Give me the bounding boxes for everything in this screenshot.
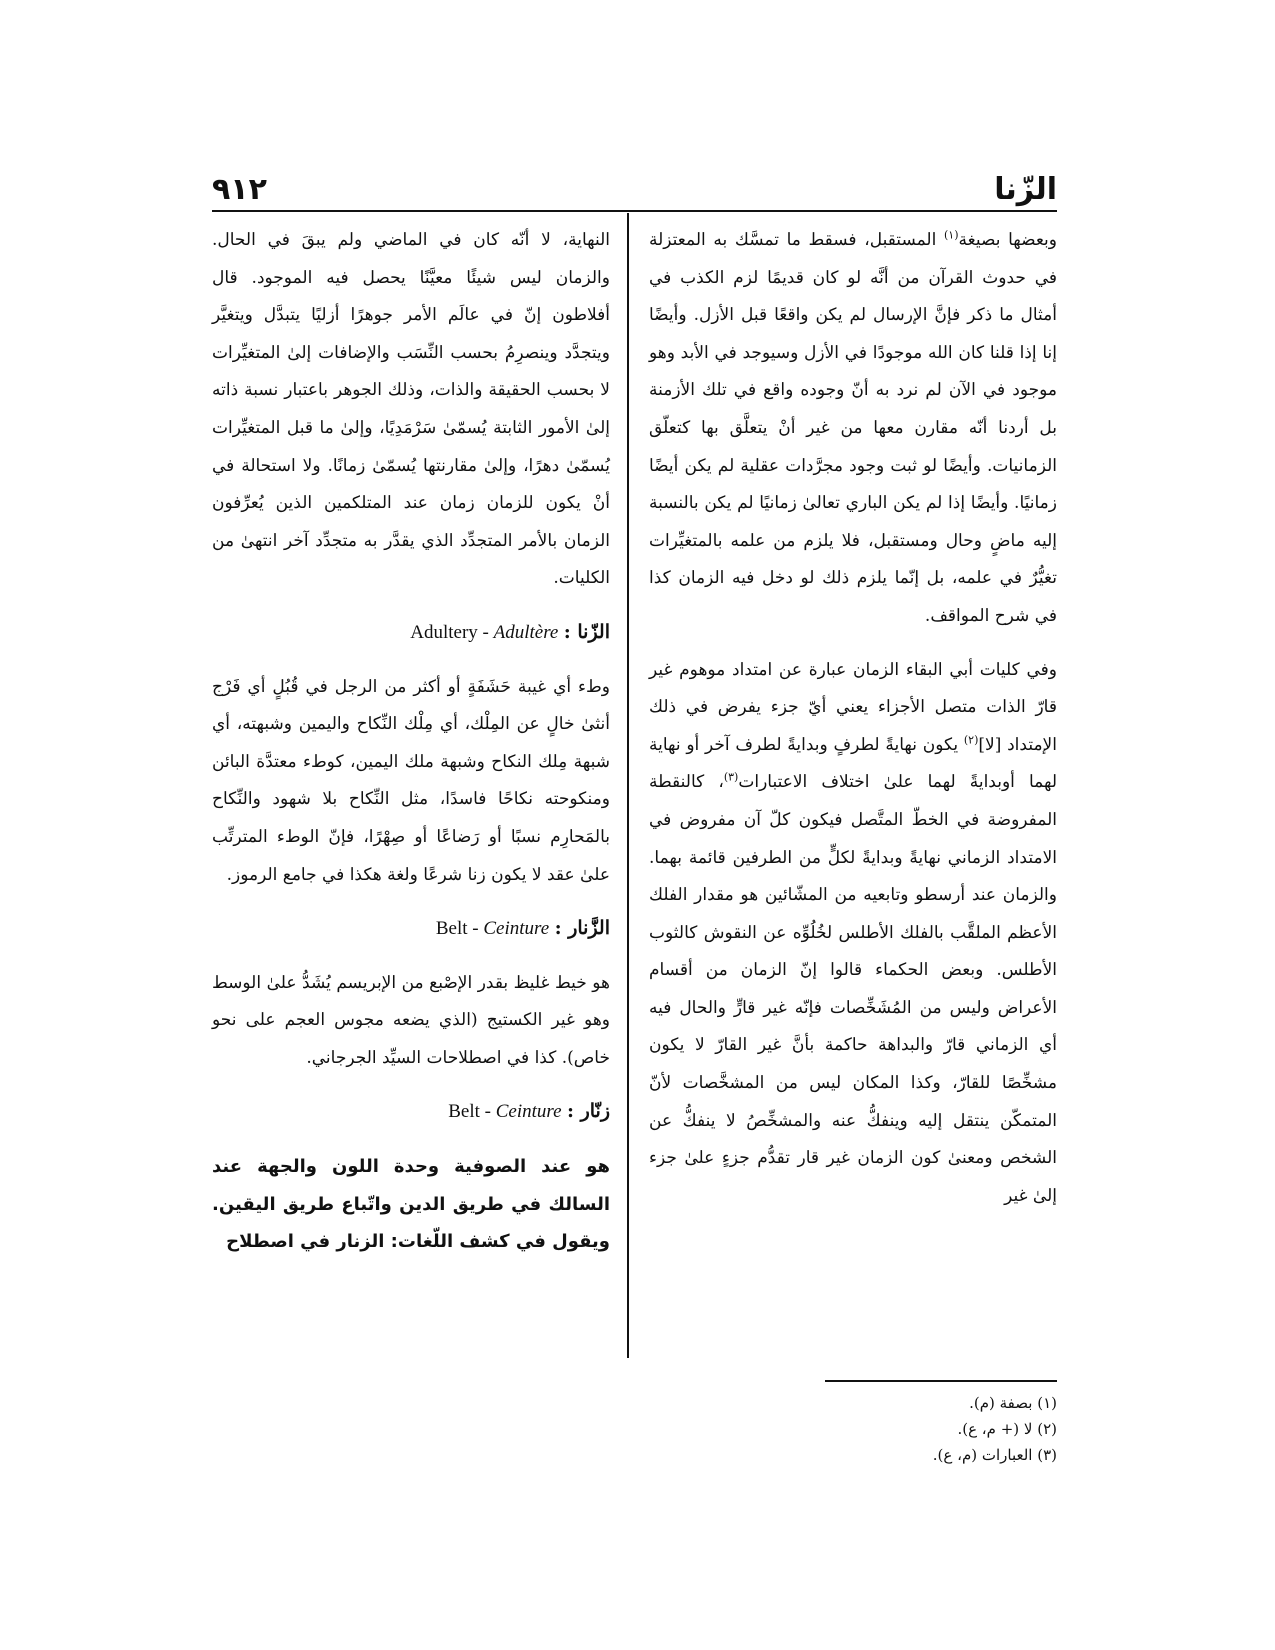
entry-term: الزّنا : (563, 620, 610, 643)
entry-heading-zunnar (212, 1093, 610, 1132)
entry-translation (448, 1101, 561, 1122)
entry-body-zina: وطء أي غيبة حَشَفَةٍ أو أكثر من الرجل في قُبُلٍ أي فَرْج أنثىٰ خالٍ عن المِلْك، أي مِلْك النِّكاح واليمين وشبهته، أي شبهة مِلك النكاح وشبهة ملك اليمين، كوطء معتدَّة البائن ومنكوحته نكاحًا فاسدًا، مثل النِّكاح بلا شهود والنِّكاح بالمَحارِم نسبًا أو رَضاعًا أو صِهْرًا، فإنّ الوطء المترتِّب علىٰ عقد لا يكون زنا شرعًا ولغة هكذا في جامع الرموز. (212, 676, 610, 885)
entry-heading-zannar (212, 910, 610, 949)
entry-heading-zina (212, 614, 610, 653)
text-run: المستقبل، فسقط ما تمسَّك به المعتزلة في حدوث القرآن من أنَّه لو كان قديمًا لزم الكذب في أمثال ما ذكر فإنَّ الإرسال لم يكن واقعًا قبل الأزل. وأيضًا إنا إذا قلنا كان الله موجودًا في الأزل وسيوجد في الأبد وهو موجود في الآن لم نرد به أنّ وجوده واقع في تلك الأزمنة بل أردنا أنّه مقارن معها من غير أنْ يتعلَّق بها كتعلّق الزمانيات. وأيضًا لو ثبت وجود مجرَّدات عقلية لم يكن أيضًا زمانيًا. وأيضًا إذا لم يكن الباري تعالىٰ زمانيًا لم يكن بالنسبة إليه ماضٍ وحال ومستقبل، فلا يلزم من علمه بالمتغيِّرات تغيُّرٌ في علمه، بل إنّما يلزم ذلك لو دخل فيه الزمان كذا في شرح المواقف. (649, 230, 1057, 626)
footnote-marker-1: (١) (944, 228, 959, 242)
text-run: وفي كليات أبي البقاء الزمان عبارة عن امتداد موهوم غير قارّ الذات متصل الأجزاء يعني أيّ جزء يفرض في ذلك الإمتداد [لا] (649, 659, 1057, 755)
footnotes (933, 1390, 1057, 1468)
english-term: Belt - (435, 918, 484, 940)
header-rule (212, 210, 1057, 212)
text-run: وبعضها بصيغة (958, 230, 1057, 250)
text-run: ، كالنقطة المفروضة في الخطّ المتَّصل فيكون كلّ آن مفروض في الامتداد الزماني نهايةً وبدايةً لكلٍّ من الطرفين قائمة بهما. والزمان عند أرسطو وتابعيه من المشّائين هو مقدار الفلك الأعظم الملقَّب بالفلك الأطلس لخُلُوِّه عن النقوش كالثوب الأطلس. وبعض الحكماء قالوا إنّ الزمان من أقسام الأعراض وليس من المُشَخِّصات فإنّه غير قارٍّ والحال فيه أي الزماني قارّ والبداهة حاكمة بأنَّ غير القارّ لا يكون مشخِّصًا للقارّ، وكذا المكان ليس من المشخَّصات لأنّ المتمكّن ينتقل إليه وينفكُّ عنه والمشخِّصُ لا ينفكُّ عن الشخص ومعنىٰ كون الزمان غير قار تقدُّم جزءٍ علىٰ جزء إلىٰ غير (649, 772, 1057, 1206)
footnote-rule (825, 1380, 1057, 1382)
right-column (649, 222, 1057, 1215)
left-column (212, 222, 610, 1261)
entry-translation (410, 622, 558, 643)
right-paragraph-1 (649, 222, 1057, 636)
footnote-marker-3: (٣) (723, 770, 739, 784)
column-divider (627, 213, 629, 1358)
text-run: يكون نهايةً لطرفٍ وبدايةً لطرف آخر أو نهاية لهما أوبدايةً لهما علىٰ اختلاف الاعتبارات (649, 734, 1057, 793)
english-term: Belt - (448, 1101, 496, 1123)
footnote-2: (٢) لا (+ م، ع). (957, 1420, 1057, 1438)
footnote-1: (١) بصفة (م). (969, 1394, 1057, 1412)
entry-translation (436, 918, 549, 939)
french-term: Ceinture (495, 1101, 562, 1123)
left-paragraph-1: النهاية، لا أنّه كان في الماضي ولم يبقَ في الحال. والزمان ليس شيئًا معيَّنًا يحصل فيه الموجود. قال أفلاطون إنّ في عالَم الأمر جوهرًا أزليًا يتبدَّل ويتغيَّر ويتجدَّد وينصرِمُ بحسب النِّسَب والإضافات إلىٰ المتغيِّرات لا بحسب الحقيقة والذات، وذلك الجوهر باعتبار نسبة ذاته إلىٰ الأمور الثابتة يُسمّىٰ سَرْمَدِيًا، وإلىٰ ما قبل المتغيِّرات يُسمّىٰ دهرًا، وإلىٰ مقارنتها يُسمّىٰ زمانًا. ولا استحالة في أنْ يكون للزمان زمان عند المتلكمين الذين يُعرِّفون الزمان بالأمر المتجدِّد الذي يقدَّر به متجدِّد آخر انتهىٰ من الكليات. (212, 230, 610, 589)
entry-body-zannar: هو خيط غليظ بقدر الإصْبع من الإبريسم يُشَدُّ علىٰ الوسط وهو غير الكستيج (الذي يضعه مجوس العجم على نحو خاص). كذا في اصطلاحات السيِّد الجرجاني. (212, 972, 610, 1068)
footnote-3: (٣) العبارات (م، ع). (932, 1446, 1057, 1464)
french-term: Adultère (493, 621, 559, 643)
english-term: Adultery - (410, 621, 494, 643)
running-head-title: الزّنا (994, 172, 1057, 207)
entry-body-zunnar: هو عند الصوفية وحدة اللون والجهة عند السالك في طريق الدين واتّباع طريق اليقين. ويقول في كشف اللّغات: الزنار في اصطلاح (212, 1156, 610, 1253)
french-term: Ceinture (483, 918, 550, 940)
right-paragraph-2 (649, 652, 1057, 1216)
entry-term: الزَّنار : (554, 917, 610, 940)
footnote-marker-2: (٢) (963, 733, 979, 747)
page-number: ٩١٢ (212, 172, 267, 207)
entry-term: زنّار : (566, 1100, 610, 1123)
